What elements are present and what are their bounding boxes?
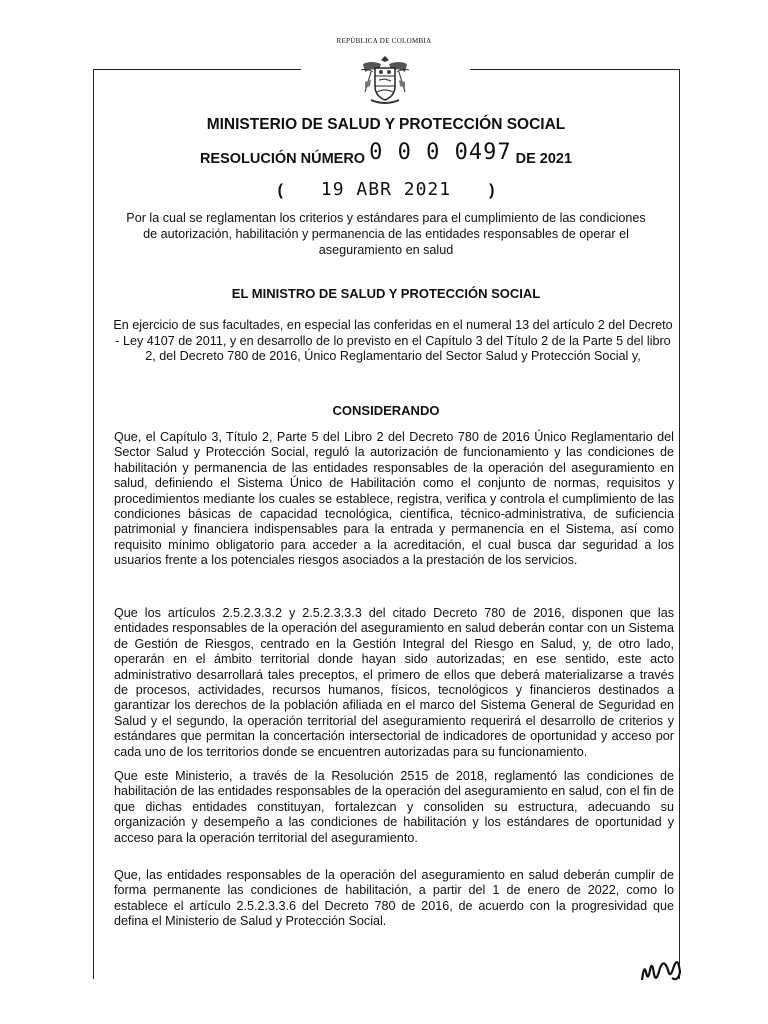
considering-paragraph-2: Que los artículos 2.5.2.3.3.2 y 2.5.2.3.3.3 del citado Decreto 780 de 2016, disponen que las entidades responsables de la operación del aseguramiento en salud deberán contar con un Sistema de Gestión de Riesgos, centrado en la Gestión Integral del Riesgo en Salud, y, de otro lado, operarán en el ámbito territorial donde hayan sido autorizadas; en ese sentido, este acto administrativo desarrollará tales preceptos, el primero de ellos que deberá materializarse a través de procesos, actividades, recursos humanos, físicos, tecnológicos y financieros destinados a garantizar los derechos de la población afiliada en el marco del Sistema General de Seguridad en Salud y el segundo, la operación territorial del aseguramiento requerirá el desarrollo de criterios y estándares que permitan la concertación intersectorial de indicadores de oportunidad y acceso por cada uno de los territorios donde se encuentren autorizadas para su funcionamiento. [114, 606, 674, 759]
close-paren: ) [489, 182, 495, 199]
resolution-number: 0 0 0 0497 [369, 140, 512, 165]
considering-paragraph-1: Que, el Capítulo 3, Título 2, Parte 5 del Libro 2 del Decreto 780 de 2016 Único Reglamentario del Sector Salud y Protección Social, reguló la autorización de funcionamiento y las condiciones de habilitación y permanencia de las entidades responsables de la operación del aseguramiento en salud, definiendo el Sistema Único de Habilitación como el conjunto de normas, requisitos y procedimientos mediante los cuales se establece, registra, verifica y controla el cumplimiento de las condiciones básicas de capacidad tecnológica, científica, técnico-administrativa, de suficiencia patrimonial y financiera indispensables para la entrada y permanencia en el Sistema, así como requisito mínimo obligatorio para acceder a la acreditación, el cual busca dar seguridad a los usuarios frente a los potenciales riesgos asociados a la prestación de los servicios. [114, 430, 674, 568]
considering-paragraph-3: Que este Ministerio, a través de la Resolución 2515 de 2018, reglamentó las condiciones de habilitación de las entidades responsables de la operación del aseguramiento en salud, con el fin de que dichas entidades constituyan, fortalezcan y consoliden su estructura, adecuando su organización y desempeño a las condiciones de habilitación y los estándares de oportunidad y acceso para la operación territorial del aseguramiento. [114, 769, 674, 845]
open-paren: ( [277, 182, 283, 199]
resolution-line [93, 140, 679, 169]
frame-border-right [679, 69, 680, 979]
ministry-title: MINISTERIO DE SALUD Y PROTECCIÓN SOCIAL [206, 116, 566, 133]
resolution-date [93, 179, 679, 200]
resolution-label: RESOLUCIÓN NÚMERO [199, 151, 366, 167]
republic-label: REPÚBLICA DE COLOMBIA [336, 37, 432, 45]
frame-border-top-right [470, 69, 680, 70]
minister-heading: EL MINISTRO DE SALUD Y PROTECCIÓN SOCIAL [231, 286, 541, 301]
frame-border-top-left [93, 69, 301, 70]
handwritten-initials-icon [638, 950, 688, 990]
considering-paragraph-4: Que, las entidades responsables de la operación del aseguramiento en salud deberán cumplir de forma permanente las condiciones de habilitación, a partir del 1 de enero de 2022, como lo establece el artículo 2.5.2.3.3.6 del Decreto 780 de 2016, de acuerdo con la progresividad que defina el Ministerio de Salud y Protección Social. [114, 868, 674, 929]
resolution-year: DE 2021 [515, 151, 573, 167]
powers-paragraph: En ejercicio de sus facultades, en especial las conferidas en el numeral 13 del artículo 2 del Decreto - Ley 4107 de 2011, y en desarrollo de lo previsto en el Capítulo 3 del Título 2 de la Parte 5 del libro 2, del Decreto 780 de 2016, Único Reglamentario del Sector Salud y Protección Social y, [113, 318, 673, 363]
date-stamp: 19 ABR 2021 [320, 179, 452, 200]
frame-border-left [93, 69, 94, 979]
considering-heading: CONSIDERANDO [332, 403, 440, 418]
resolution-summary: Por la cual se reglamentan los criterios y estándares para el cumplimiento de las condiciones de autorización, habilitación y permanencia de las entidades responsables de operar el aseguramiento en salud [126, 211, 646, 257]
coat-of-arms-icon [357, 52, 413, 108]
